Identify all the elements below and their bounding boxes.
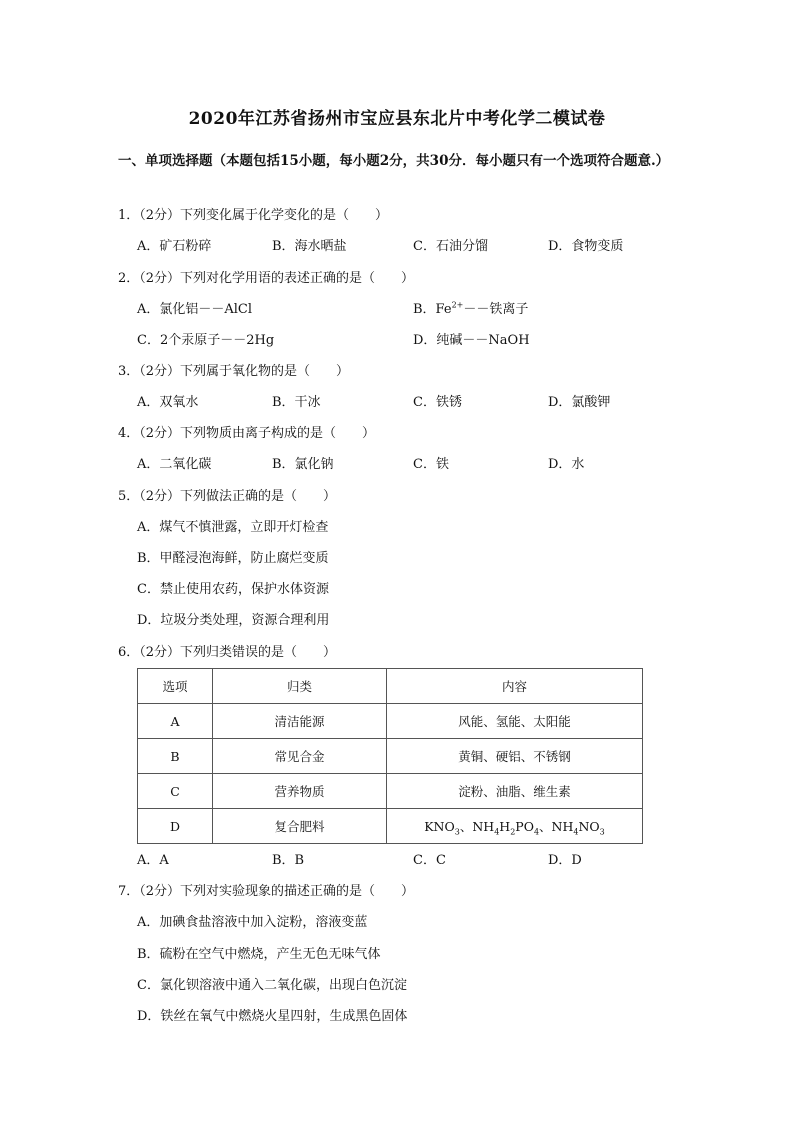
table-row — [138, 774, 643, 809]
q6-option-a: A．A — [137, 853, 169, 868]
table-cell: 风能、氢能、太阳能 — [387, 704, 643, 739]
table-cell: C — [138, 774, 213, 809]
q4-option-d: D．水 — [548, 457, 585, 472]
q1-option-d: D．食物变质 — [548, 239, 624, 254]
table-row — [138, 739, 643, 774]
table-cell: 淀粉、油脂、维生素 — [387, 774, 643, 809]
q3-option-d: D．氯酸钾 — [548, 395, 611, 410]
table-row — [138, 809, 643, 844]
question-5-stem: 5．（2分）下列做法正确的是（ ） — [118, 489, 337, 504]
section-header: 一、单项选择题（本题包括15小题，每小题2分，共30分．每小题只有一个选项符合题意.） — [118, 153, 670, 169]
question-6-stem: 6．（2分）下列归类错误的是（ ） — [118, 645, 337, 660]
q5-option-a: A．煤气不慎泄露，立即开灯检查 — [137, 520, 329, 535]
q3-option-b: B．干冰 — [272, 395, 321, 410]
q5-option-d: D．垃圾分类处理，资源合理利用 — [137, 613, 330, 628]
table-cell: B — [138, 739, 213, 774]
q7-option-a: A．加碘食盐溶液中加入淀粉，溶液变蓝 — [137, 915, 368, 930]
q5-option-c: C．禁止使用农药，保护水体资源 — [137, 582, 329, 597]
q2-option-d: D．纯碱－－NaOH — [413, 333, 530, 348]
q2-option-c: C．2个汞原子－－2Hg — [137, 333, 275, 348]
classification-table — [137, 668, 643, 844]
q6-option-d: D．D — [548, 853, 582, 868]
table-header-cell: 内容 — [387, 669, 643, 704]
q2-option-b: B．$Fe^{2+}--$铁离子 — [413, 300, 529, 317]
q1-option-b: B．海水晒盐 — [272, 239, 347, 254]
question-2-stem: 2．（2分）下列对化学用语的表述正确的是（ ） — [118, 271, 415, 286]
q1-option-a: A．矿石粉碎 — [137, 239, 212, 254]
q5-option-b: B．甲醛浸泡海鲜，防止腐烂变质 — [137, 551, 329, 566]
q6-option-b: B．B — [272, 853, 305, 868]
page-title: 2020年江苏省扬州市宝应县东北片中考化学二模试卷 — [188, 109, 606, 129]
question-1-stem: 1．（2分）下列变化属于化学变化的是（ ） — [118, 208, 389, 223]
table-cell: 复合肥料 — [213, 809, 387, 844]
q1-option-c: C．石油分馏 — [413, 239, 488, 254]
table-row — [138, 704, 643, 739]
q4-option-c: C．铁 — [413, 457, 449, 472]
q4-option-b: B．氯化钠 — [272, 457, 334, 472]
q4-option-a: A．二氧化碳 — [137, 457, 212, 472]
question-7-stem: 7．（2分）下列对实验现象的描述正确的是（ ） — [118, 884, 415, 899]
question-3-stem: 3．（2分）下列属于氧化物的是（ ） — [118, 364, 350, 379]
q3-option-c: C．铁锈 — [413, 395, 462, 410]
table-cell: 营养物质 — [213, 774, 387, 809]
question-4-stem: 4．（2分）下列物质由离子构成的是（ ） — [118, 426, 376, 441]
q7-option-c: C．氯化钡溶液中通入二氧化碳，出现白色沉淀 — [137, 978, 407, 993]
table-cell: 常见合金 — [213, 739, 387, 774]
table-cell: D — [138, 809, 213, 844]
table-header-cell: 选项 — [138, 669, 213, 704]
q7-option-b: B．硫粉在空气中燃烧，产生无色无味气体 — [137, 947, 381, 962]
table-header-cell: 归类 — [213, 669, 387, 704]
table-header-row — [138, 669, 643, 704]
q3-option-a: A．双氧水 — [137, 395, 199, 410]
table-cell: 清洁能源 — [213, 704, 387, 739]
q6-option-c: C．C — [413, 853, 446, 868]
q2-option-a: A．氯化铝－－AlCl — [137, 302, 253, 317]
compound-fertilizer-formulas: $KNO_3$、$NH_4H_2PO_4$、$NH_4NO_3$ — [387, 809, 643, 844]
q7-option-d: D．铁丝在氧气中燃烧火星四射，生成黑色固体 — [137, 1009, 408, 1024]
table-cell: A — [138, 704, 213, 739]
table-cell: 黄铜、硬铝、不锈钢 — [387, 739, 643, 774]
